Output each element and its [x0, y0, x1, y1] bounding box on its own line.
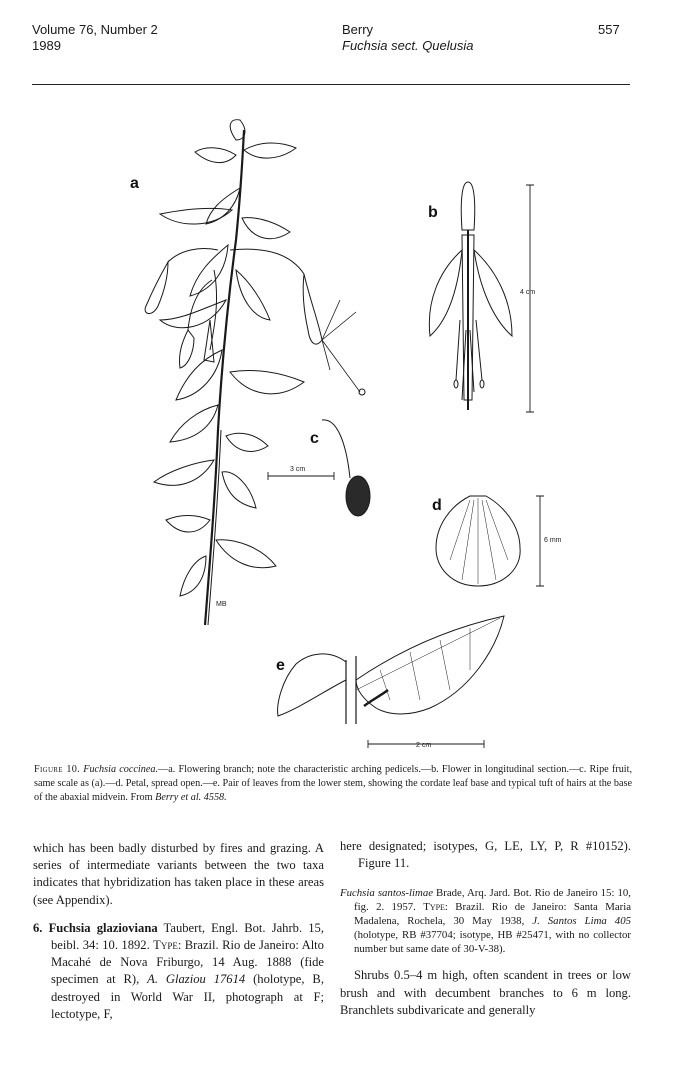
panel-label-a: a — [130, 175, 139, 192]
left-text-column — [33, 840, 324, 1023]
panel-label-e: e — [276, 657, 285, 674]
page-number: 557 — [598, 22, 620, 37]
panel-b-flower-section — [429, 182, 535, 412]
panel-e-leaf-pair — [278, 616, 504, 749]
panel-d-scale: 6 mm — [544, 537, 562, 544]
panel-e-scale: 2 cm — [416, 742, 432, 749]
panel-label-c: c — [310, 430, 319, 447]
synonym-name: Fuchsia santos-limae — [340, 887, 434, 900]
journal-volume: Volume 76, Number 2 — [32, 22, 158, 37]
header-rule — [32, 84, 630, 85]
paragraph: here designated; isotypes, G, LE, LY, P, R #10152). Figure 11. — [340, 839, 631, 871]
figure-caption — [34, 763, 632, 805]
artist-mark: MB — [216, 601, 227, 608]
running-header-middle — [342, 22, 474, 54]
synonym-entry: Fuchsia santos-limae Brade, Arq. Jard. Bot. Rio de Janeiro 15: 10, fig. 2. 1957. Type: Brazil. Rio de Janeiro: Santa Maria Madalena, Rochela, 30 May 1938, J. Santos Lima 405 (holotype, RB #37704; isotype, HB #25471, with no collector number but same date of 30-V-38). — [340, 887, 631, 956]
panel-c-fruit — [268, 420, 370, 516]
species-name: Fuchsia glazioviana — [48, 920, 158, 935]
panel-label-d: d — [432, 497, 442, 514]
paragraph: which has been badly disturbed by fires and grazing. A series of intermediate variants between the two taxa indicates that hybridization has taken place in these areas (see Appendix). — [33, 841, 324, 907]
species-number: 6. — [33, 920, 43, 935]
panel-a-flowering-branch — [145, 120, 365, 625]
panel-d-petal — [436, 496, 562, 586]
botanical-illustration — [0, 100, 683, 760]
collector-citation: A. Glaziou 17614 — [147, 972, 246, 987]
journal-year: 1989 — [32, 38, 61, 53]
caption-text: —a. Flowering branch; note the characteristic arching pedicels.—b. Flower in longitudinal section.—c. Ripe fruit, same scale as (a).—d. Petal, spread open.—e. Pair of leaves from the lower stem, showing the cordate leaf base and typical tuft of hairs at the base of the abaxial midvein. From — [34, 764, 632, 803]
synonym-collector: J. Santos Lima 405 — [532, 915, 631, 928]
description-paragraph: Shrubs 0.5–4 m high, often scandent in trees or low brush and with decumbent branches to 6 m long. Branchlets subdivaricate and generally — [340, 968, 631, 1017]
panel-b-scale: 4 cm — [520, 289, 536, 296]
panel-c-scale: 3 cm — [290, 466, 306, 473]
article-short-title: Fuchsia sect. Quelusia — [342, 38, 474, 53]
caption-species: Fuchsia coccinea. — [83, 764, 158, 775]
panel-label-b: b — [428, 204, 438, 221]
right-text-column — [340, 838, 631, 1019]
author-name: Berry — [342, 22, 374, 37]
species-entry-6: 6. Fuchsia glazioviana Taubert, Engl. Bot. Jahrb. 15, beibl. 34: 10. 1892. Type: Brazil. Rio de Janeiro: Alto Macahé de Nova Friburgo, 14 Aug. 1888 (fide specimen at R), A. Glaziou 17614 (holotype, B, destroyed in World War II, photograph at F; lectotype, F, — [33, 920, 325, 1021]
caption-citation: Berry et al. 4558. — [155, 792, 227, 803]
figure-label: Figure 10. — [34, 764, 80, 775]
running-header-left — [32, 22, 158, 54]
